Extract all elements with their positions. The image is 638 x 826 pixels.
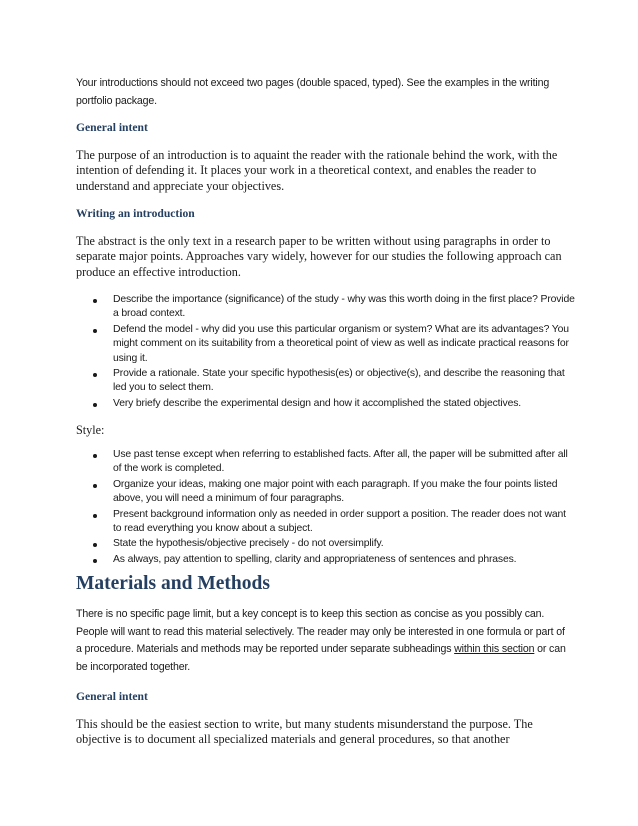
list-item: State the hypothesis/objective precisely - do not oversimplify. [76,537,576,551]
materials-and-methods-title: Materials and Methods [76,573,270,594]
list-item: As always, pay attention to spelling, clarity and appropriateness of sentences and phrases. [76,553,576,567]
style-label: Style: [76,423,105,437]
bullet-icon [93,543,97,547]
writing-introduction-heading: Writing an introduction [76,207,195,220]
materials-paragraph: There is no specific page limit, but a key concept is to keep this section as concise as you possibly can. People will want to read this material selectively. The reader may only be interested in one formula or part of a procedure. Materials and methods may be reported under separate subheadings within this section or can be incorporated together. [76,608,566,673]
list-item: Defend the model - why did you use this particular organism or system? What are its advantages? You might comment on its suitability from a theoretical point of view as well as indicate practical reasons for using it. [76,323,576,366]
bullet-icon [93,373,97,377]
bullet-icon [93,484,97,488]
list-item: Very briefy describe the experimental design and how it accomplished the stated objectives. [76,397,576,411]
list-item: Organize your ideas, making one major point with each paragraph. If you make the four points listed above, you will need a minimum of four paragraphs. [76,478,576,507]
general-intent-heading: General intent [76,121,148,134]
writing-introduction-paragraph: The abstract is the only text in a research paper to be written without using paragraphs in order to separate major points. Approaches vary widely, however for our studies the following approach can produce an effective introduction. [76,234,562,279]
general-intent-paragraph: The purpose of an introduction is to aquaint the reader with the rationale behind the work, with the intention of defending it. It places your work in a theoretical context, and enables the reader to understand and appreciate your objectives. [76,148,558,193]
within-this-section-link[interactable]: within this section [454,643,535,656]
style-bullet-list [76,448,576,568]
bullet-icon [93,329,97,333]
intro-paragraph: Your introductions should not exceed two pages (double spaced, typed). See the examples in the writing portfolio package. [76,77,550,107]
bullet-icon [93,559,97,563]
list-item: Describe the importance (significance) of the study - why was this worth doing in the first place? Provide a broad context. [76,293,576,322]
introduction-bullet-list [76,293,576,412]
bullet-icon [93,454,97,458]
list-item: Provide a rationale. State your specific hypothesis(es) or objective(s), and describe the reasoning that led you to select them. [76,367,576,396]
general-intent-paragraph-2: This should be the easiest section to write, but many students misunderstand the purpose. The objective is to document all specialized materials and general procedures, so that another [76,717,533,747]
list-item: Present background information only as needed in order support a position. The reader does not want to read everything you know about a subject. [76,508,576,537]
general-intent-heading-2: General intent [76,690,148,703]
bullet-icon [93,514,97,518]
bullet-icon [93,403,97,407]
list-item: Use past tense except when referring to established facts. After all, the paper will be submitted after all of the work is completed. [76,448,576,477]
bullet-icon [93,299,97,303]
